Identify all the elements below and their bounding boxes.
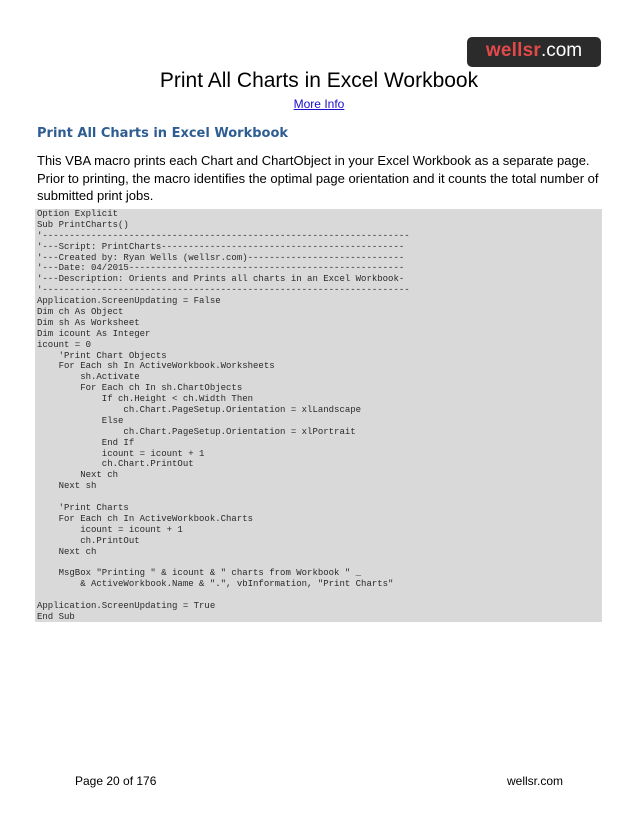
code-line: '---Created by: Ryan Wells (wellsr.com)----------------------------- bbox=[37, 252, 405, 263]
code-line: icount = 0 bbox=[37, 339, 92, 350]
code-line: End Sub bbox=[37, 611, 75, 622]
code-line: Option Explicit bbox=[37, 209, 119, 219]
code-line: '---Script: PrintCharts--------------------------------------------- bbox=[37, 241, 405, 252]
code-line: ch.Chart.PageSetup.Orientation = xlPortrait bbox=[37, 426, 356, 437]
code-line: Else bbox=[37, 415, 124, 426]
code-line: '---Description: Orients and Prints all charts in an Excel Workbook- bbox=[37, 274, 405, 285]
code-line: 'Print Charts bbox=[37, 503, 129, 514]
code-line: '-------------------------------------------------------------------- bbox=[37, 230, 410, 241]
code-line: ch.Chart.PrintOut bbox=[37, 459, 194, 470]
code-line: Next ch bbox=[37, 470, 119, 481]
more-info-link[interactable]: More Info bbox=[293, 97, 345, 111]
code-line bbox=[37, 492, 600, 503]
logo-brand-text: wellsr bbox=[485, 40, 541, 61]
code-line: Dim ch As Object bbox=[37, 307, 124, 318]
page-title: Print All Charts in Excel Workbook bbox=[159, 69, 479, 92]
footer-page-number: Page 20 of 176 bbox=[75, 774, 157, 788]
code-line: & ActiveWorkbook.Name & ".", vbInformation, "Print Charts" bbox=[37, 579, 394, 590]
code-line: 'Print Chart Objects bbox=[37, 350, 167, 361]
code-line: icount = icount + 1 bbox=[37, 524, 183, 535]
code-line bbox=[37, 590, 600, 601]
code-line: icount = icount + 1 bbox=[37, 448, 205, 459]
code-line: Application.ScreenUpdating = True bbox=[37, 601, 216, 612]
code-line: For Each ch In sh.ChartObjects bbox=[37, 383, 243, 394]
section-heading: Print All Charts in Excel Workbook bbox=[37, 126, 289, 141]
code-line: Next sh bbox=[37, 481, 97, 492]
wellsr-logo bbox=[467, 37, 601, 67]
code-line: '-------------------------------------------------------------------- bbox=[37, 285, 410, 296]
more-info-container bbox=[0, 97, 638, 111]
code-line: End If bbox=[37, 437, 135, 448]
code-line: ch.PrintOut bbox=[37, 535, 140, 546]
code-line: Dim icount As Integer bbox=[37, 328, 151, 339]
code-line: ch.Chart.PageSetup.Orientation = xlLandscape bbox=[37, 405, 362, 416]
code-line: sh.Activate bbox=[37, 372, 140, 383]
footer-site-name: wellsr.com bbox=[506, 774, 563, 788]
code-line: If ch.Height < ch.Width Then bbox=[37, 394, 254, 405]
code-line: Dim sh As Worksheet bbox=[37, 317, 140, 328]
code-line: For Each sh In ActiveWorkbook.Worksheets bbox=[37, 361, 275, 372]
logo-tld-text: .com bbox=[540, 40, 583, 61]
code-line: '---Date: 04/2015--------------------------------------------------- bbox=[37, 263, 405, 274]
code-line bbox=[37, 558, 600, 569]
description-paragraph: This VBA macro prints each Chart and ChartObject in your Excel Workbook as a separate page. Prior to printing, the macro identifies the optimal page orientation and it counts the total number of submitted print jobs. bbox=[37, 153, 599, 203]
code-line: Application.ScreenUpdating = False bbox=[37, 296, 221, 307]
code-block bbox=[35, 209, 602, 622]
code-line: MsgBox "Printing " & icount & " charts from Workbook " _ bbox=[37, 568, 362, 579]
code-line: Next ch bbox=[37, 546, 97, 557]
code-line: For Each ch In ActiveWorkbook.Charts bbox=[37, 513, 254, 524]
code-line: Sub PrintCharts() bbox=[37, 219, 129, 230]
